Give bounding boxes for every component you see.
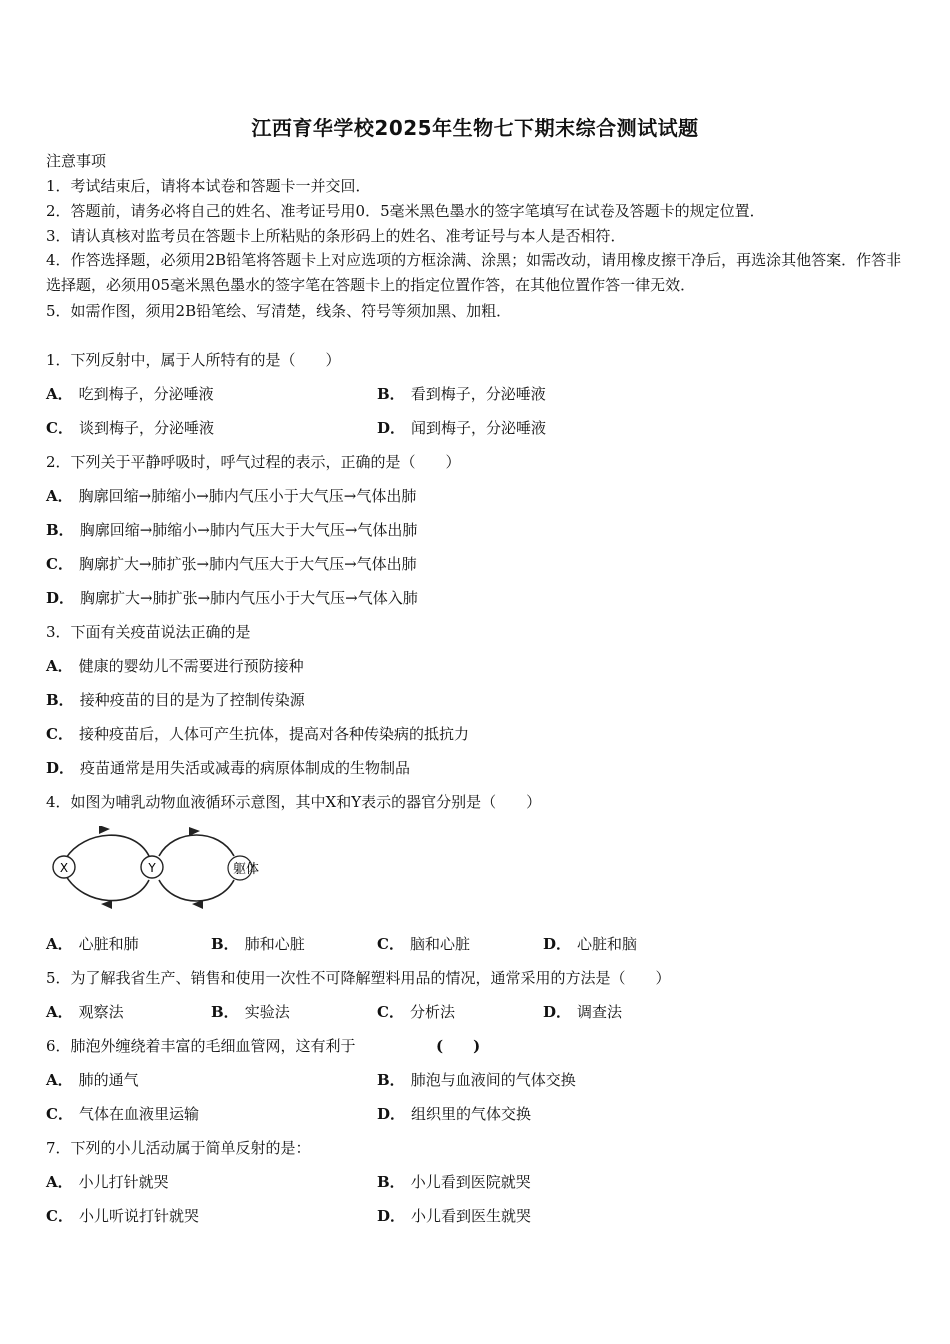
option-b: B． 肺泡与血液间的气体交换 [377,1071,576,1089]
arrow-icon [101,900,112,909]
option-b: B． 小儿看到医院就哭 [377,1173,531,1191]
notice-item: 3．请认真核对监考员在答题卡上所粘贴的条形码上的姓名、准考证号与本人是否相符． [46,227,626,245]
option-d: D． 调查法 [543,1003,623,1021]
notice-item: 1．考试结束后，请将本试卷和答题卡一并交回． [46,177,371,195]
option-a: A． 肺的通气 [46,1071,139,1089]
option-c: C． 脑和心脏 [377,935,470,953]
option-d: D． 闻到梅子，分泌唾液 [377,419,547,437]
answer-blank: ( ) [436,1037,481,1055]
notice-item: 5．如需作图，须用2B铅笔绘、写清楚，线条、符号等须加黑、加粗． [46,302,512,320]
notice-heading: 注意事项 [46,152,107,170]
question-stem: 1．下列反射中，属于人所特有的是（ ） [46,351,341,369]
option-d: D． 胸廓扩大→肺扩张→肺内气压小于大气压→气体入肺 [46,589,418,607]
option-c: C． 气体在血液里运输 [46,1105,199,1123]
option-a: A． 吃到梅子，分泌唾液 [46,385,214,403]
circulation-diagram [44,826,274,916]
option-c: C． 谈到梅子，分泌唾液 [46,419,214,437]
option-c: C． 接种疫苗后，人体可产生抗体，提高对各种传染病的抵抗力 [46,725,469,743]
option-a: A． 心脏和肺 [46,935,139,953]
option-b: B． 接种疫苗的目的是为了控制传染源 [46,691,305,709]
node-y-label: Y [148,861,156,875]
option-d: D． 心脏和脑 [543,935,638,953]
question-stem: 2．下列关于平静呼吸时，呼气过程的表示，正确的是（ ） [46,453,461,471]
option-c: C． 胸廓扩大→肺扩张→肺内气压大于大气压→气体出肺 [46,555,417,573]
question-stem: 7．下列的小儿活动属于简单反射的是： [46,1139,311,1157]
option-c: C． 小儿听说打针就哭 [46,1207,199,1225]
question-stem: 3．下面有关疫苗说法正确的是 [46,623,251,641]
option-a: A． 观察法 [46,1003,124,1021]
page-title: 江西育华学校2025年生物七下期末综合测试试题 [251,116,699,140]
option-d: D． 组织里的气体交换 [377,1105,532,1123]
notice-item: 2．答题前，请务必将自己的姓名、准考证号用0．5毫米黑色墨水的签字笔填写在试卷及答题卡的规定位置． [46,202,765,220]
option-a: A． 胸廓回缩→肺缩小→肺内气压小于大气压→气体出肺 [46,487,417,505]
option-c: C． 分析法 [377,1003,455,1021]
notice-item: 4．作答选择题，必须用2B铅笔将答题卡上对应选项的方框涂满、涂黑；如需改动，请用橡皮擦干净后，再选涂其他答案．作答非选择题，必须用05毫米黑色墨水的签字笔在答题卡上的指定位置作答，在其他位置作答一律无效． [46,251,902,294]
option-b: B． 胸廓回缩→肺缩小→肺内气压大于大气压→气体出肺 [46,521,418,539]
question-stem: 5．为了解我省生产、销售和使用一次性不可降解塑料用品的情况，通常采用的方法是（ ） [46,969,671,987]
option-d: D． 小儿看到医生就哭 [377,1207,532,1225]
option-b: B． 肺和心脏 [211,935,305,953]
option-b: B． 看到梅子，分泌唾液 [377,385,546,403]
option-d: D． 疫苗通常是用失活或减毒的病原体制成的生物制品 [46,759,411,777]
question-stem: 4．如图为哺乳动物血液循环示意图，其中X和Y表示的器官分别是（ ） [46,793,542,811]
option-a: A． 健康的婴幼儿不需要进行预防接种 [46,657,304,675]
node-x-label: X [59,861,69,875]
node-body-label: 躯体 [232,862,260,877]
arrow-icon [99,826,110,834]
question-stem: 6．肺泡外缠绕着丰富的毛细血管网，这有利于 [46,1037,356,1055]
option-a: A． 小儿打针就哭 [46,1173,169,1191]
option-b: B． 实验法 [211,1003,290,1021]
